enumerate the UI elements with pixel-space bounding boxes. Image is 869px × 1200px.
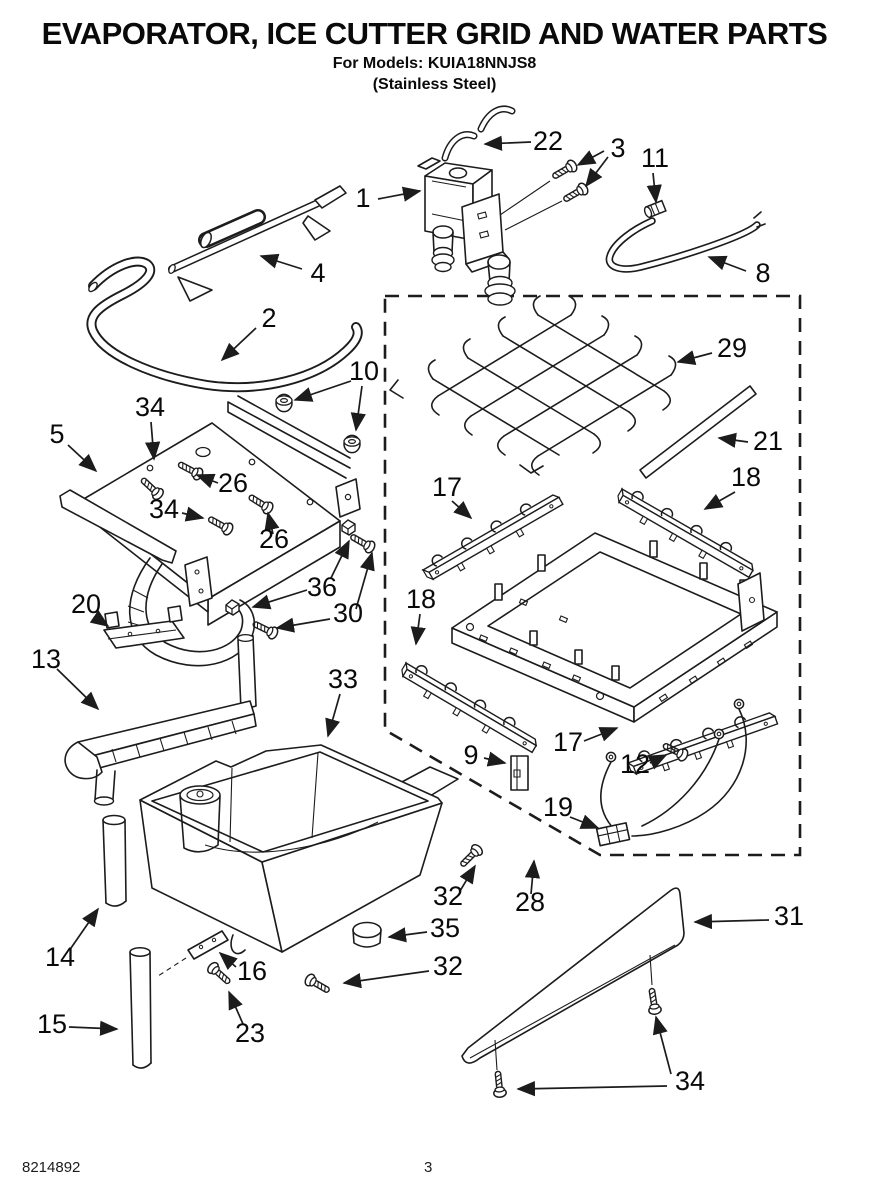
part-evaporator-assembly — [60, 396, 360, 666]
callout-32b: 32 — [432, 951, 464, 981]
page-number: 3 — [424, 1159, 433, 1176]
callout-14: 14 — [44, 942, 76, 972]
part-ice-bin — [140, 745, 461, 954]
page-footer — [0, 1156, 869, 1176]
models-line: For Models: KUIA18NNJS8 — [332, 55, 537, 72]
callout-18a: 18 — [730, 462, 762, 492]
callout-26a: 26 — [217, 468, 249, 498]
part-valve-inlet-tube — [445, 109, 512, 158]
callout-34b: 34 — [148, 494, 180, 524]
part-screw-23 — [206, 961, 234, 988]
callout-10: 10 — [348, 356, 380, 386]
callout-22: 22 — [532, 126, 564, 156]
callout-3: 3 — [610, 133, 626, 163]
callout-26b: 26 — [258, 524, 290, 554]
callout-20: 20 — [70, 589, 102, 619]
callout-9: 9 — [463, 740, 479, 770]
callout-28: 28 — [514, 887, 546, 917]
callout-29: 29 — [716, 333, 748, 363]
page-title: EVAPORATOR, ICE CUTTER GRID AND WATER PARTS — [41, 16, 828, 51]
callout-17a: 17 — [431, 472, 463, 502]
part-deflector-panel — [462, 888, 684, 1063]
part-valve-screws — [550, 159, 590, 206]
callout-21: 21 — [752, 426, 784, 456]
callout-32a: 32 — [432, 881, 464, 911]
callout-18b: 18 — [405, 584, 437, 614]
page-header — [0, 16, 869, 94]
callout-1: 1 — [355, 183, 371, 213]
callout-4: 4 — [310, 258, 326, 288]
part-cutter-grid-wires — [390, 296, 676, 475]
callout-11: 11 — [640, 143, 670, 173]
part-screw-32a — [457, 843, 484, 870]
callout-34c: 34 — [674, 1066, 706, 1096]
document-number: 8214892 — [22, 1159, 81, 1176]
callout-17b: 17 — [552, 727, 584, 757]
callout-34a: 34 — [134, 392, 166, 422]
callout-19: 19 — [542, 792, 574, 822]
callout-31: 31 — [773, 901, 805, 931]
part-tube-fitting — [643, 201, 666, 219]
callout-12: 12 — [619, 749, 651, 779]
part-water-inlet-valve — [418, 158, 562, 305]
callout-2: 2 — [261, 303, 277, 333]
callout-33: 33 — [327, 664, 359, 694]
part-bracket-20 — [104, 606, 184, 648]
part-drain-tube-15 — [130, 948, 151, 1068]
callout-35: 35 — [429, 913, 461, 943]
callout-36: 36 — [306, 572, 338, 602]
callout-30: 30 — [332, 598, 364, 628]
part-foot-bumper — [353, 923, 381, 948]
callout-5: 5 — [49, 419, 65, 449]
callout-23: 23 — [234, 1018, 266, 1048]
callout-8: 8 — [755, 258, 771, 288]
part-screw-32b — [303, 973, 332, 997]
callout-16: 16 — [236, 956, 268, 986]
part-drain-tube-14 — [103, 816, 126, 907]
callout-13: 13 — [30, 644, 62, 674]
part-clip-9 — [511, 756, 528, 790]
finish-line: (Stainless Steel) — [372, 76, 497, 93]
callout-15: 15 — [36, 1009, 68, 1039]
part-water-tube — [609, 201, 765, 269]
